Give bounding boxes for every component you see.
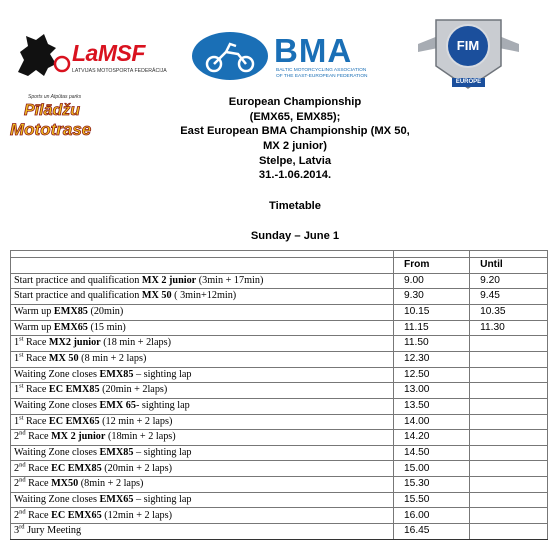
- activity-details: (15 min): [87, 321, 126, 333]
- activity-middle: Race: [23, 415, 49, 427]
- from-cell: 16.45: [393, 524, 469, 540]
- until-cell: [470, 351, 548, 367]
- bma-subtitle-1: BALTIC MOTORCYCLING ASSOCIATION: [276, 68, 367, 73]
- activity-details: - sighting lap: [135, 399, 190, 411]
- table-row: [11, 383, 548, 399]
- activity-prefix: Warm up: [14, 306, 54, 317]
- activity-middle: Race: [23, 337, 49, 349]
- from-cell: 16.00: [393, 508, 469, 524]
- piladzu-line1: Pīlādžu: [24, 102, 81, 119]
- event-classes: (EMX65, EMX85);: [249, 111, 341, 123]
- activity-class: MX50: [51, 478, 79, 490]
- activity-cell: [11, 383, 394, 399]
- activity-details: (18 min + 2laps): [100, 337, 171, 349]
- until-header: Until: [470, 257, 548, 273]
- activity-cell: [11, 524, 394, 540]
- bma-logo: [190, 30, 390, 82]
- from-cell: 15.00: [393, 461, 469, 477]
- lamsf-logo: [14, 30, 167, 80]
- activity-middle: Jury Meeting: [24, 525, 82, 537]
- from-header: From: [393, 257, 469, 273]
- table-row: [11, 445, 548, 461]
- timetable-heading: Timetable: [268, 200, 322, 212]
- activity-middle: Race: [25, 509, 52, 521]
- table-row: [11, 524, 548, 540]
- activity-prefix: Waiting Zone closes: [14, 493, 100, 505]
- table-row: [11, 289, 548, 305]
- activity-middle: Race: [23, 352, 49, 364]
- lamsf-name: LaMSF: [72, 40, 145, 66]
- activity-prefix: Start practice and qualification: [14, 290, 142, 302]
- activity-class: EMX85: [99, 368, 134, 380]
- activity-class: EC EMX65: [48, 415, 100, 427]
- event-location: Stelpe, Latvia: [258, 155, 332, 167]
- activity-class: EMX65: [53, 321, 88, 333]
- ordinal-suffix: nd: [19, 429, 26, 437]
- until-cell: 10.35: [470, 304, 548, 320]
- until-cell: [470, 492, 548, 508]
- activity-cell: [11, 304, 394, 320]
- ordinal-suffix: nd: [19, 461, 26, 469]
- until-cell: 9.45: [470, 289, 548, 305]
- until-cell: [470, 430, 548, 446]
- fim-name: FIM: [456, 38, 480, 53]
- activity-cell: [11, 351, 394, 367]
- table-row: [11, 508, 548, 524]
- event-title: European Championship: [228, 96, 362, 108]
- activity-prefix: Waiting Zone closes: [14, 446, 100, 458]
- activity-details: (20min + 2 laps): [101, 462, 172, 474]
- activity-prefix: Waiting Zone closes: [14, 368, 100, 380]
- activity-middle: Race: [25, 478, 52, 490]
- table-row: [11, 304, 548, 320]
- activity-details: (8min + 2 laps): [78, 478, 144, 490]
- activity-class: EC EMX65: [51, 509, 102, 521]
- ordinal-suffix: nd: [19, 476, 26, 484]
- from-cell: 9.00: [393, 273, 469, 289]
- activity-class: MX 50: [141, 290, 172, 302]
- activity-middle: Race: [23, 384, 49, 396]
- activity-class: MX 2 junior: [51, 431, 106, 443]
- activity-cell: [11, 461, 394, 477]
- ordinal-suffix: st: [19, 351, 24, 359]
- table-row: [11, 367, 548, 383]
- from-cell: 13.50: [393, 398, 469, 414]
- activity-class: EC EMX85: [48, 384, 100, 396]
- activity-class: EMX65: [99, 493, 134, 505]
- activity-cell: [11, 414, 394, 430]
- bma-subtitle-2: OF THE EAST-EUROPEAN FEDERATION: [276, 74, 368, 79]
- lamsf-subtitle: LATVIJAS MOTOSPORTA FEDERĀCIJA: [72, 68, 167, 74]
- activity-prefix: 2: [14, 462, 20, 474]
- activity-prefix: 2: [14, 431, 20, 443]
- activity-cell: [11, 508, 394, 524]
- activity-cell: [11, 320, 394, 336]
- piladzu-tagline: Sports un Atpūtas parks: [28, 94, 82, 100]
- table-row: [11, 414, 548, 430]
- activity-prefix: 1: [14, 384, 20, 396]
- until-cell: [470, 398, 548, 414]
- from-cell: 14.20: [393, 430, 469, 446]
- activity-class: EC EMX85: [51, 462, 102, 474]
- from-cell: 10.15: [393, 304, 469, 320]
- activity-prefix: 2: [14, 478, 20, 490]
- activity-class: EMX85: [99, 446, 134, 458]
- ordinal-suffix: rd: [19, 523, 25, 531]
- activity-prefix: Warm up: [14, 321, 54, 333]
- table-row: [11, 461, 548, 477]
- from-cell: 15.50: [393, 492, 469, 508]
- activity-class: EMX 65: [99, 399, 136, 411]
- from-cell: 13.00: [393, 383, 469, 399]
- ordinal-suffix: st: [19, 414, 24, 422]
- activity-cell: [11, 430, 394, 446]
- table-row: [11, 477, 548, 493]
- table-row: [11, 492, 548, 508]
- from-cell: 11.15: [393, 320, 469, 336]
- activity-cell: [11, 367, 394, 383]
- table-row: [11, 398, 548, 414]
- fim-europe-logo: [416, 14, 521, 94]
- day-heading: Sunday – June 1: [250, 230, 340, 242]
- until-cell: [470, 414, 548, 430]
- bma-name: BMA: [274, 32, 353, 69]
- activity-details: ( 3min+12min): [171, 290, 237, 302]
- table-spacer-row: [11, 251, 548, 258]
- activity-class: MX 2 junior: [141, 274, 197, 286]
- activity-prefix: Start practice and qualification: [14, 274, 142, 286]
- event-subtitle: East European BMA Championship (MX 50,: [180, 125, 410, 137]
- until-cell: [470, 477, 548, 493]
- activity-cell: [11, 273, 394, 289]
- from-cell: 12.50: [393, 367, 469, 383]
- activity-cell: [11, 289, 394, 305]
- activity-class: MX2 junior: [48, 337, 101, 349]
- fim-subtitle: EUROPE: [455, 79, 482, 85]
- table-row: [11, 336, 548, 352]
- activity-details: – sighting lap: [133, 446, 192, 458]
- activity-details: (12 min + 2 laps): [99, 415, 173, 427]
- table-header-row: [11, 257, 548, 273]
- activity-cell: [11, 445, 394, 461]
- piladzu-line2: Mototrase: [10, 120, 92, 139]
- until-cell: [470, 461, 548, 477]
- until-cell: 9.20: [470, 273, 548, 289]
- table-row: [11, 351, 548, 367]
- until-cell: [470, 445, 548, 461]
- from-cell: 14.00: [393, 414, 469, 430]
- activity-cell: [11, 492, 394, 508]
- activity-class: EMX85: [53, 306, 88, 317]
- from-cell: 11.50: [393, 336, 469, 352]
- from-cell: 12.30: [393, 351, 469, 367]
- timetable-table: [10, 250, 548, 540]
- activity-details: – sighting lap: [133, 368, 192, 380]
- activity-prefix: Waiting Zone closes: [14, 399, 100, 411]
- from-cell: 15.30: [393, 477, 469, 493]
- event-subtitle-cont: MX 2 junior): [262, 140, 328, 152]
- activity-cell: [11, 336, 394, 352]
- activity-details: (20min + 2laps): [99, 384, 168, 396]
- table-row: [11, 430, 548, 446]
- until-cell: [470, 367, 548, 383]
- until-cell: 11.30: [470, 320, 548, 336]
- activity-details: (3min + 17min): [196, 274, 264, 286]
- motorcycle-emblem-icon: [190, 30, 270, 82]
- event-dates: 31.-1.06.2014.: [258, 169, 332, 181]
- until-cell: [470, 508, 548, 524]
- until-cell: [470, 524, 548, 540]
- from-cell: 14.50: [393, 445, 469, 461]
- activity-middle: Race: [25, 431, 52, 443]
- ordinal-suffix: st: [19, 382, 24, 390]
- activity-middle: Race: [25, 462, 52, 474]
- activity-details: (18min + 2 laps): [105, 431, 176, 443]
- activity-cell: [11, 477, 394, 493]
- activity-prefix: 3: [14, 525, 20, 537]
- ordinal-suffix: nd: [19, 508, 26, 516]
- activity-class: MX 50: [48, 352, 79, 364]
- table-row: [11, 320, 548, 336]
- activity-details: (20min): [87, 306, 124, 317]
- activity-prefix: 1: [14, 415, 20, 427]
- activity-details: (12min + 2 laps): [101, 509, 172, 521]
- activity-details: (8 min + 2 laps): [78, 352, 147, 364]
- activity-header-cell: [11, 257, 394, 273]
- until-cell: [470, 336, 548, 352]
- activity-prefix: 1: [14, 352, 20, 364]
- activity-prefix: 2: [14, 509, 20, 521]
- until-cell: [470, 383, 548, 399]
- table-row: [11, 273, 548, 289]
- ordinal-suffix: st: [19, 335, 24, 343]
- activity-cell: [11, 398, 394, 414]
- activity-prefix: 1: [14, 337, 20, 349]
- activity-details: – sighting lap: [133, 493, 192, 505]
- from-cell: 9.30: [393, 289, 469, 305]
